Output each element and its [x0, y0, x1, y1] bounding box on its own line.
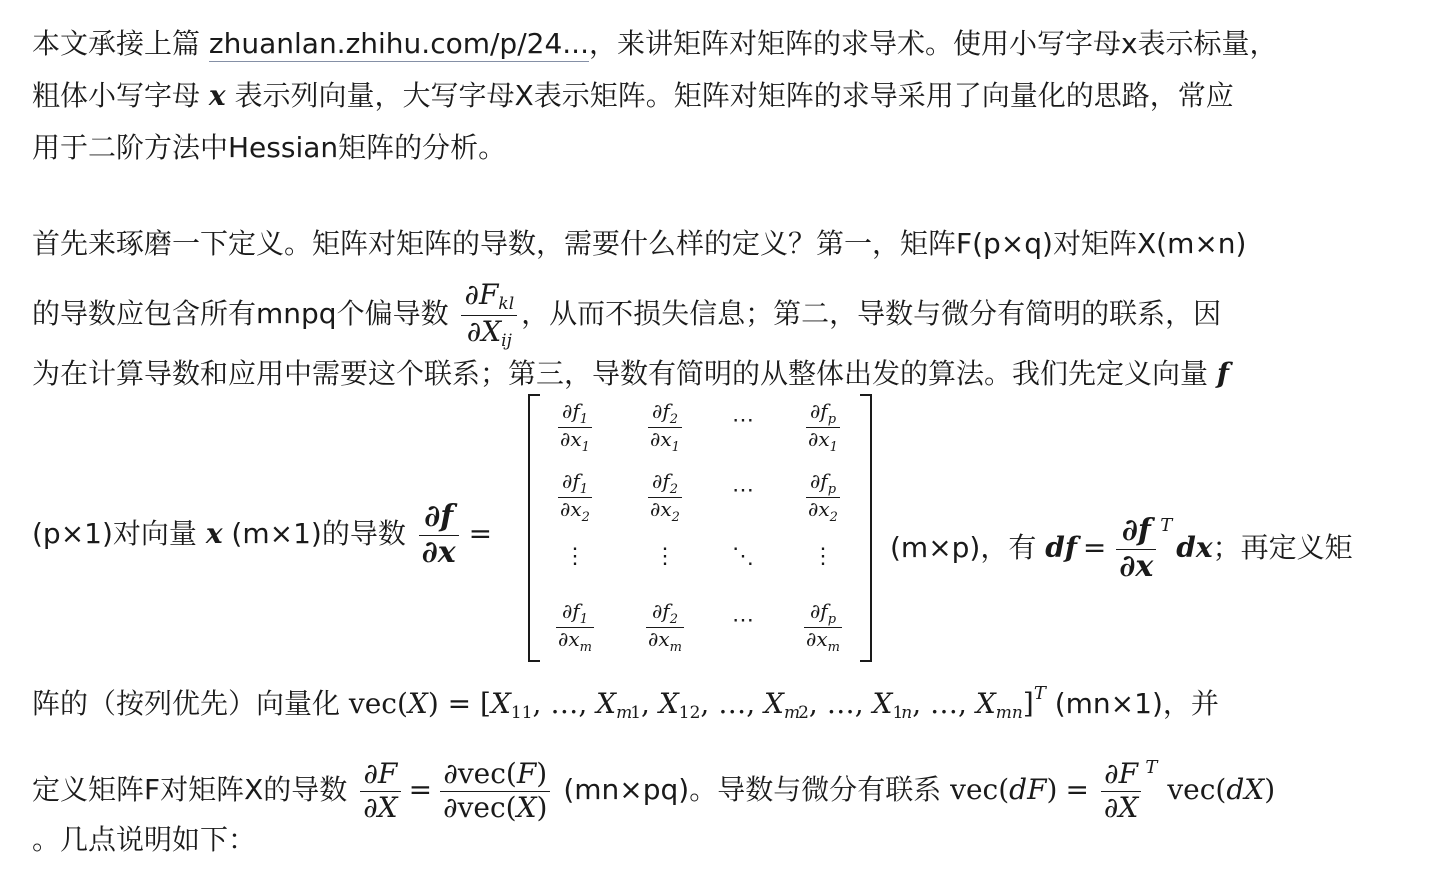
- matrix-hdots: ⋯: [732, 408, 754, 433]
- matrix-hdots: ⋯: [732, 608, 754, 633]
- def-text: (mn×pq)。导数与微分有联系: [554, 773, 951, 806]
- def-line-5: [32, 666, 1404, 722]
- def-text: 的导数应包含所有mnpq个偏导数: [32, 297, 458, 330]
- def-text: 。几点说明如下：: [32, 823, 257, 856]
- intro-text: 粗体小写字母: [32, 79, 209, 112]
- matrix-trail: (m×p)，有 df = $\frac{\partial f}{\partial x}$ $^T$dx；再定义矩: [890, 513, 1353, 584]
- def-text: (m×1)的导数: [222, 517, 415, 550]
- def-text: 定义矩阵F对矩阵X的导数: [32, 773, 357, 806]
- math-bold-f: f: [1216, 357, 1229, 390]
- matrix-ddots: ⋱: [732, 544, 754, 569]
- paragraph-intro: [32, 18, 1404, 174]
- derivative-df-dx: $\frac{\partial f}{\partial x}$: [419, 500, 459, 570]
- partial-fraction-Fkl: $\frac{\partial F_{kl}}{\partial X_{ij}}$: [461, 279, 517, 351]
- def-text: ；再定义矩: [1212, 531, 1353, 564]
- transpose-T: T: [1160, 515, 1173, 536]
- matrix-definition-row: [32, 394, 1404, 666]
- matrix-left-bracket: [528, 394, 540, 662]
- def-line-3: [32, 354, 1404, 394]
- math-bold-x: x: [205, 517, 223, 550]
- def-line-7: [32, 814, 1404, 866]
- math-df: df: [1045, 531, 1077, 564]
- matrix-cell: $\frac{\partial f_2}{\partial x_2}$: [650, 469, 680, 526]
- jacobian-matrix: [528, 394, 872, 660]
- matrix-hdots: ⋯: [732, 478, 754, 503]
- def-text: (m×p)，有: [890, 531, 1046, 564]
- def-text: (mn×1)，并: [1045, 687, 1219, 720]
- intro-line-1: [32, 18, 1404, 70]
- matrix-right-bracket: [860, 394, 872, 662]
- matrix-vdots: ⋮: [564, 544, 586, 569]
- matrix-cell: $\frac{\partial f_1}{\partial x_1}$: [560, 399, 590, 456]
- def-text: 为在计算导数和应用中需要这个联系；第三，导数有简明的从整体出发的算法。我们先定义向量: [32, 357, 1217, 390]
- vec-dX: vec(dX): [1167, 773, 1276, 806]
- article-body: [32, 18, 1404, 866]
- matrix-cell: $\frac{\partial f_p}{\partial x_2}$: [808, 469, 838, 526]
- intro-line-2: [32, 70, 1404, 122]
- intro-line-3: [32, 122, 1404, 174]
- def-line-6: 定义矩阵F对矩阵X的导数 $\frac{\partial F}{\partial X}$ = $\frac{\text{∂vec(F)}}{\text{∂vec(X)}}$ (mn×pq)。导数与微分有联系 vec(dF) = $\frac{\partial F}{\partial X}$ $^T$vec(dX): [32, 757, 1276, 824]
- def-text: 首先来琢磨一下定义。矩阵对矩阵的导数，需要什么样的定义？第一，矩阵F(p×q)对矩阵X(m×n): [32, 227, 1247, 260]
- def-text: ，从而不损失信息；第二，导数与微分有简明的联系，因: [521, 297, 1222, 330]
- matrix-cell: $\frac{\partial f_1}{\partial x_2}$: [560, 469, 590, 526]
- matrix-cell: $\frac{\partial f_p}{\partial x_m}$: [806, 599, 840, 656]
- def-text: 阵的（按列优先）向量化: [32, 687, 349, 720]
- matrix-vdots: ⋮: [654, 544, 676, 569]
- matrix-cell: $\frac{\partial f_p}{\partial x_1}$: [808, 399, 838, 456]
- def-line-2: [32, 274, 1404, 354]
- derivative-dF-dX-transposed: $\frac{\partial F}{\partial X}$: [1101, 758, 1141, 823]
- derivative-vec: $\frac{\text{∂vec(F)}}{\text{∂vec(X)}}$: [440, 758, 550, 823]
- def-text: (p×1)对向量: [32, 517, 206, 550]
- matrix-vdots: ⋮: [812, 544, 834, 569]
- def-line-1: [32, 218, 1404, 274]
- derivative-df-dx-transposed: $\frac{\partial f}{\partial x}$: [1116, 514, 1156, 584]
- derivative-dF-dX: $\frac{\partial F}{\partial X}$: [360, 758, 400, 823]
- matrix-cell: $\frac{\partial f_2}{\partial x_m}$: [648, 599, 682, 656]
- math-bold-x: x: [208, 79, 226, 112]
- math-dx: dx: [1176, 531, 1213, 564]
- paragraph-definition: [32, 218, 1404, 866]
- previous-article-link[interactable]: zhuanlan.zhihu.com/p/24...: [208, 27, 589, 60]
- transpose-T: T: [1145, 757, 1158, 778]
- intro-text: 本文承接上篇: [32, 27, 209, 60]
- matrix-cell: $\frac{\partial f_1}{\partial x_m}$: [558, 599, 592, 656]
- intro-text: 表示列向量，大写字母X表示矩阵。矩阵对矩阵的求导采用了向量化的思路，常应: [225, 79, 1234, 112]
- intro-text: 用于二阶方法中Hessian矩阵的分析。: [32, 131, 507, 164]
- vec-dF: vec(dF): [950, 773, 1058, 806]
- intro-text-rest: ，来讲矩阵对矩阵的求导术。使用小写字母x表示标量，: [588, 27, 1278, 60]
- matrix-lead: (p×1)对向量 x (m×1)的导数 $\frac{\partial f}{\partial x}$ =: [32, 499, 493, 570]
- matrix-cell: $\frac{\partial f_2}{\partial x_1}$: [650, 399, 680, 456]
- vec-definition: $vec(X) = [X_{11}$, …, $X_{m1}$, $X_{12}$, …, $X_{m2}$, …, $X_{1n}$, …, $X_{mn}]^T$: [348, 683, 1046, 723]
